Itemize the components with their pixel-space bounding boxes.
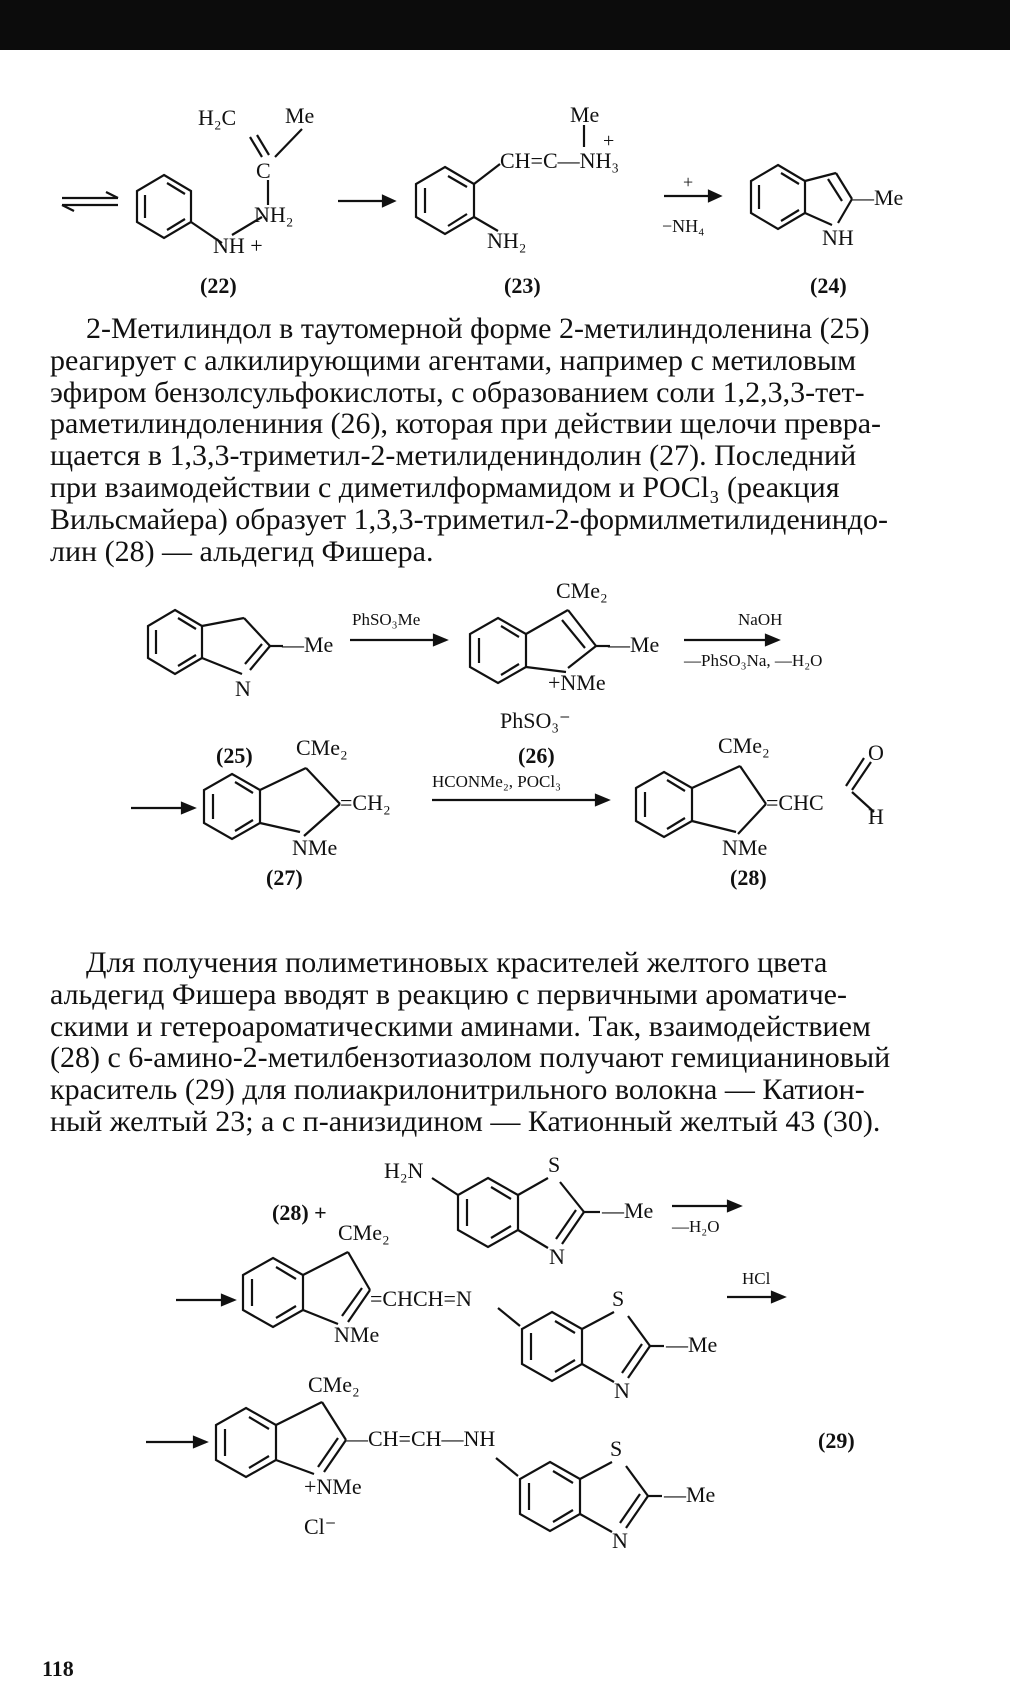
paragraph [50, 947, 1010, 1138]
reactant-label: (28) + [272, 1200, 327, 1225]
minus-nh4-label: −NH₄ [662, 216, 705, 236]
text-line: при взаимодействии с диметилформамидом и POCl₃ (реакция [50, 470, 840, 504]
compound-label: (23) [504, 273, 541, 298]
minus-h2o-label: —H₂O [672, 1217, 720, 1236]
me-label: —Me [852, 185, 904, 210]
me-label: Me [570, 102, 600, 127]
me-label: —Me [602, 1198, 654, 1223]
cme2-label: CMe₂ [718, 733, 770, 758]
compound-label: (29) [818, 1428, 855, 1453]
nh2-label: NH₂ [487, 228, 527, 253]
compound-label: (26) [518, 743, 555, 768]
compound-label: (24) [810, 273, 847, 298]
s-label: S [548, 1152, 561, 1177]
reagent-label: NaOH [738, 610, 783, 629]
me-label: —Me [282, 632, 334, 657]
text-line: Вильсмайера) образует 1,3,3-триметил-2-формилметилидениндо- [50, 502, 889, 536]
chain-label: =CHCH=N [370, 1286, 472, 1311]
text-line: скими и гетероароматическими аминами. Так, взаимодействием [50, 1009, 871, 1043]
text-line: щается в 1,3,3-триметил-2-метилидениндолин (27). Последний [50, 439, 857, 473]
h-label: H [868, 804, 884, 829]
scan-top-border [0, 0, 1010, 50]
text-line: альдегид Фишера вводят в реакцию с первичными ароматиче- [50, 977, 847, 1011]
n-label: N [614, 1378, 630, 1403]
c-label: C [256, 158, 271, 183]
h2c-label: H₂C [198, 105, 237, 130]
me-label: —Me [664, 1482, 716, 1507]
text-line: реагирует с алкилирующими агентами, например с метиловым [50, 343, 857, 377]
scheme-3 [0, 1140, 1010, 1640]
text-line: (28) с 6-амино-2-метилбензотиазолом получают гемицианиновый [50, 1041, 891, 1075]
text-line: 2-Метилиндол в таутомерной форме 2-метилиндоленина (25) [86, 312, 870, 345]
text-line: лин (28) — альдегид Фишера. [50, 534, 434, 568]
compound-label: (27) [266, 865, 303, 890]
text-line: краситель (29) для полиакрилонитрильного волокна — Катион- [50, 1073, 865, 1107]
text-line: раметилиндолениния (26), которая при действии щелочи превра- [50, 407, 882, 441]
nme-label: NMe [722, 835, 768, 860]
cl-label: Cl⁻ [304, 1514, 337, 1539]
me-label: —Me [666, 1332, 718, 1357]
compound-label: (22) [200, 273, 237, 298]
me-label: Me [285, 103, 315, 128]
ch2-label: =CH₂ [340, 790, 391, 815]
h2n-label: H₂N [384, 1158, 424, 1183]
text-line: ный желтый 23; а с п-анизидином — Катионный желтый 43 (30). [50, 1104, 881, 1138]
chc-label: =CHC [766, 790, 824, 815]
compound-label: (28) [730, 865, 767, 890]
cme2-label: CMe₂ [308, 1372, 360, 1397]
n-label: N [612, 1528, 628, 1553]
hcl-label: HCl [742, 1269, 771, 1288]
reagent-label: HCONMe₂, POCl₃ [432, 772, 561, 791]
cme2-label: CMe₂ [338, 1220, 390, 1245]
n-label: N [235, 676, 251, 701]
anion-label: PhSO₃⁻ [500, 708, 571, 733]
compound-label: (25) [216, 743, 253, 768]
paragraph [50, 313, 1010, 567]
reagent-label: —PhSO₃Na, —H₂O [684, 651, 823, 670]
text-line: Для получения полиметиновых красителей желтого цвета [86, 946, 828, 979]
s-label: S [610, 1436, 623, 1461]
nme-label: NMe [334, 1322, 380, 1347]
scheme-2 [0, 580, 1010, 980]
me-label: —Me [608, 632, 660, 657]
text-line: эфиром бензолсульфокислоты, с образованием соли 1,2,3,3-тет- [50, 375, 865, 409]
nh-plus-label: NH + [213, 233, 263, 258]
cme2-label: CMe₂ [296, 735, 348, 760]
enamine-label: CH=C—NH₃ [500, 148, 620, 173]
nme-label: +NMe [304, 1474, 362, 1499]
n-label: N [549, 1244, 565, 1269]
nh-label: NH [822, 225, 854, 250]
plus-label: + [683, 172, 694, 192]
chain-label: —CH=CH—NH [346, 1426, 496, 1451]
nme-label: +NMe [548, 670, 606, 695]
cme2-label: CMe₂ [556, 580, 608, 603]
reagent-label: PhSO₃Me [352, 610, 421, 629]
page-number: 118 [42, 1656, 74, 1681]
nme-label: NMe [292, 835, 338, 860]
plus-label: + [603, 130, 615, 152]
o-label: O [868, 740, 884, 765]
s-label: S [612, 1286, 625, 1311]
nh2-label: NH₂ [254, 202, 294, 227]
